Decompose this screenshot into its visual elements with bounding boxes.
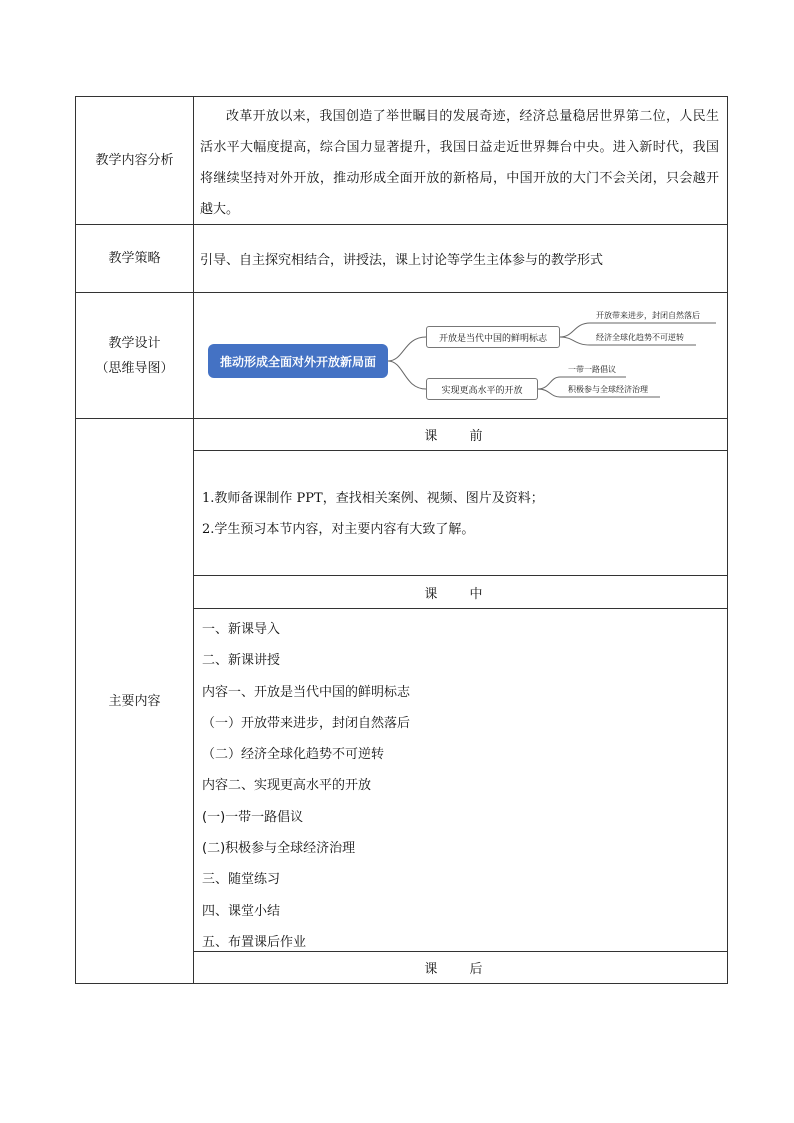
row-content-analysis [76,97,727,225]
during-class-item: 内容一、开放是当代中国的鲜明标志 [202,684,411,700]
mind-map-branch-1: 开放是当代中国的鲜明标志 [426,326,560,348]
label-design-line1: 教学设计 [108,335,161,351]
mind-map-leaf-2-1: 一带一路倡议 [568,365,616,374]
before-class-header: 课 前 [194,419,727,451]
after-class-header: 课 后 [424,962,497,977]
during-class-item: 四、课堂小结 [202,903,281,919]
before-class-item: 1.教师备课制作 PPT，查找相关案例、视频、图片及资料； [202,491,544,506]
content-analysis-text: 改革开放以来，我国创造了举世瞩目的发展奇迹，经济总量稳居世界第二位，人民生活水平大幅度提高，综合国力显著提升，我国日益走近世界舞台中央。进入新时代，我国将继续坚持对外开放，推动形成全面开放的新格局，中国开放的大门不会关闭，只会越开越大。 [200,109,719,217]
label-strategy: 教学策略 [76,225,194,292]
mind-map-branch-2: 实现更高水平的开放 [426,378,538,400]
label-design [76,293,194,418]
during-class-item: 五、布置课后作业 [202,934,307,950]
label-main-content: 主要内容 [76,419,194,983]
row-strategy [76,225,727,293]
during-class-section [194,609,727,952]
during-class-item: 内容二、实现更高水平的开放 [202,778,372,794]
during-class-item: (二)积极参与全球经济治理 [202,841,356,857]
mind-map [194,293,727,418]
mind-map-leaf-1-2: 经济全球化趋势不可逆转 [596,333,684,342]
during-class-item: （一）开放带来进步，封闭自然落后 [202,715,411,731]
row-design [76,293,727,419]
during-class-item: 三、随堂练习 [202,872,281,888]
strategy-text: 引导、自主探究相结合，讲授法，课上讨论等学生主体参与的教学形式 [200,253,604,268]
row-main-content [76,419,727,983]
mind-map-leaf-2-2: 积极参与全球经济治理 [568,385,648,394]
during-class-item: (一)一带一路倡议 [202,809,304,825]
mind-map-root: 推动形成全面对外开放新局面 [208,344,388,378]
during-class-item: （二）经济全球化趋势不可逆转 [202,747,385,763]
during-class-item: 二、新课讲授 [202,653,281,669]
before-class-item: 2.学生预习本节内容，对主要内容有大致了解。 [202,522,475,537]
before-class-section [194,451,727,576]
during-class-header: 课 中 [194,576,727,609]
mind-map-leaf-1-1: 开放带来进步，封闭自然落后 [596,311,700,320]
label-content-analysis: 教学内容分析 [76,97,194,224]
during-class-item: 一、新课导入 [202,622,281,637]
label-design-line2: （思维导图） [95,360,174,376]
main-content-cell [194,419,727,983]
lesson-plan-table [75,96,728,984]
